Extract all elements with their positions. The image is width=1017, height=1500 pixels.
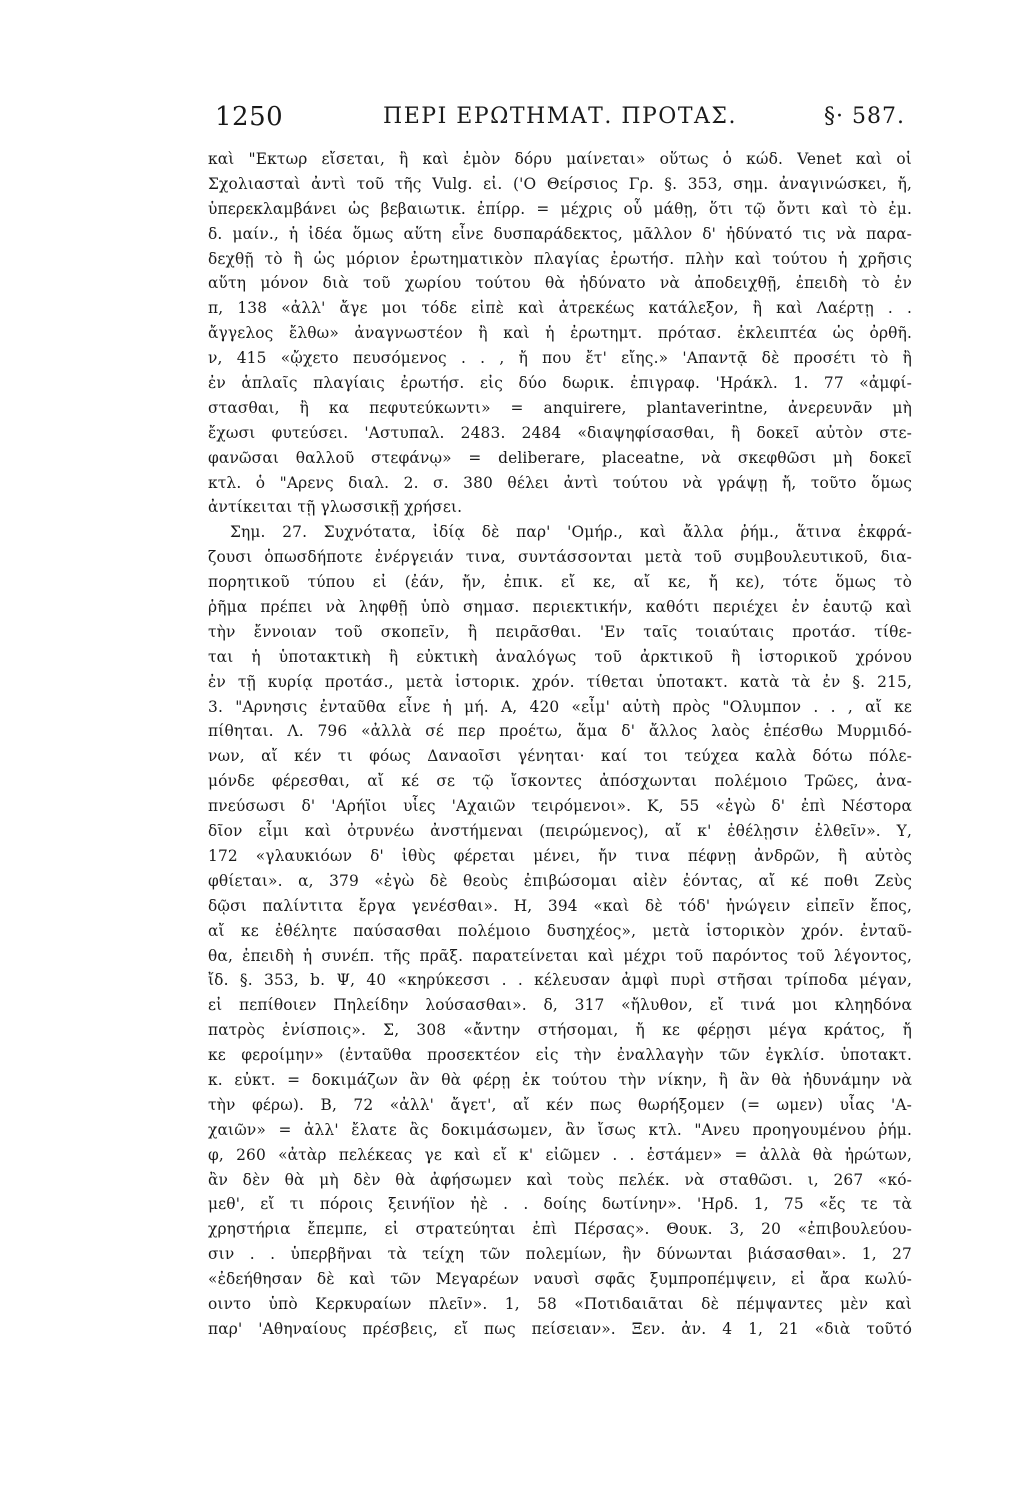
text-line: αὕτη μόνον διὰ τοῦ χωρίου τούτου θὰ ἠδύνατο νὰ ἀποδειχθῇ, ἐπειδὴ τὸ ἐν (208, 274, 912, 293)
text-line: δεχθῇ τὸ ἢ ὡς μόριον ἐρωτηματικὸν πλαγίας ἐρωτήσ. πλὴν καὶ τούτου ἡ χρῆσις (208, 249, 912, 268)
text-line: φανῶσαι θαλλοῦ στεφάνῳ» = deliberare, placeatne, νὰ σκεφθῶσι μὴ δοκεῖ (208, 448, 912, 467)
text-line: ἄγγελος ἔλθω» ἀναγνωστέον ἢ καὶ ἡ ἐρωτημτ. πρότασ. ἐκλειπτέα ὡς ὀρθῆ. (208, 324, 912, 343)
text-line: αἴ κε ἐθέλητε παύσασθαι πολέμοιο δυσηχέος», μετὰ ἱστορικὸν χρόν. ἐνταῦ- (208, 921, 912, 940)
page-header (215, 100, 905, 140)
text-line: κ. εὐκτ. = δοκιμάζων ἂν θὰ φέρῃ ἐκ τούτου τὴν νίκην, ἢ ἂν θὰ ἠδυνάμην νὰ (208, 1070, 912, 1089)
text-line: ῥῆμα πρέπει νὰ ληφθῇ ὑπὸ σημασ. περιεκτικήν, καθότι περιέχει ἐν ἑαυτῷ καὶ (208, 598, 912, 617)
text-line: σιν . . ὑπερβῆναι τὰ τείχη τῶν πολεμίων, ἢν δύνωνται βιάσασθαι». 1, 27 (208, 1245, 912, 1264)
text-line: χρηστήρια ἔπεμπε, εἰ στρατεύηται ἐπὶ Πέρσας». Θουκ. 3, 20 «ἐπιβουλεύου- (208, 1220, 912, 1239)
text-line: πνεύσωσι δ' 'Αρήϊοι υἷες 'Αχαιῶν τειρόμενοι». Κ, 55 «ἐγὼ δ' ἐπὶ Νέστορα (208, 797, 912, 816)
text-line: εἰ πεπίθοιεν Πηλείδην λούσασθαι». δ, 317 «ἤλυθον, εἴ τινά μοι κληηδόνα (208, 996, 912, 1015)
text-line: ἔχωσι φυτεύσει. 'Αστυπαλ. 2483. 2484 «διαψηφίσασθαι, ἢ δοκεῖ αὐτὸν στε- (208, 423, 912, 442)
text-line: πορητικοῦ τύπου εἰ (ἐάν, ἤν, ἐπικ. εἴ κε, αἴ κε, ἤ κε), τότε ὅμως τὸ (208, 573, 912, 592)
text-line: δῖον εἶμι καὶ ὀτρυνέω ἀνστήμεναι (πειρώμενος), αἴ κ' ἐθέλῃσιν ἐλθεῖν». Υ, (208, 822, 912, 841)
text-line: νων, αἴ κέν τι φόως Δαναοῖσι γένηται· καί τοι τεύχεα καλὰ δότω πόλε- (208, 747, 912, 766)
text-line: ἐν τῇ κυρίᾳ προτάσ., μετὰ ἱστορικ. χρόν. τίθεται ὑποτακτ. κατὰ τὰ ἐν §. 215, (208, 672, 912, 691)
running-title: ΠΕΡΙ ΕΡΩΤΗΜΑΤ. ΠΡΟΤΑΣ. (383, 104, 737, 129)
text-line: δῷσι παλίντιτα ἔργα γενέσθαι». Η, 394 «καὶ δὲ τόδ' ἠνώγειν εἰπεῖν ἔπος, (208, 896, 912, 915)
text-line: ν, 415 «ᾤχετο πευσόμενος . . , ἤ που ἔτ' εἴης.» 'Απαντᾷ δὲ προσέτι τὸ ἢ (208, 349, 912, 368)
text-line: ζουσι ὁπωσδήποτε ἐνέργειάν τινα, συντάσσονται μετὰ τοῦ συμβουλευτικοῦ, δια- (208, 548, 912, 567)
text-line: μεθ', εἴ τι πόροις ξεινήϊον ἠὲ . . δοίης δωτίνην». 'Ηρδ. 1, 75 «ἔς τε τὰ (208, 1195, 912, 1214)
text-line: φθίεται». α, 379 «ἐγὼ δὲ θεοὺς ἐπιβώσομαι αἰὲν ἐόντας, αἴ κέ ποθι Ζεὺς (208, 871, 912, 890)
text-line: ὑπερεκλαμβάνει ὡς βεβαιωτικ. ἐπίρρ. = μέχρις οὗ μάθῃ, ὅτι τῷ ὄντι καὶ τὸ ἐμ. (208, 199, 912, 218)
page-number: 1250 (215, 102, 284, 132)
text-line: πίθηται. Λ. 796 «ἀλλὰ σέ περ προέτω, ἅμα δ' ἄλλος λαὸς ἑπέσθω Μυρμιδό- (208, 722, 912, 741)
text-line: Σχολιασταὶ ἀντὶ τοῦ τῆς Vulg. εἰ. ('Ο Θείρσιος Γρ. §. 353, σημ. ἀναγινώσκει, ἤ, (208, 174, 912, 193)
text-line: μόνδε φέρεσθαι, αἴ κέ σε τῷ ἴσκοντες ἀπόσχωνται πολέμοιο Τρῶες, ἀνα- (208, 772, 912, 791)
text-line: 3. "Αρνησις ἐνταῦθα εἶνε ἡ μή. Α, 420 «εἶμ' αὐτὴ πρὸς "Ολυμπον . . , αἴ κε (208, 697, 912, 716)
text-line: ἂν δὲν θὰ μὴ δὲν θὰ ἀφήσωμεν καὶ τοὺς πελέκ. νὰ σταθῶσι. ι, 267 «κό- (208, 1170, 912, 1189)
text-line: κε φεροίμην» (ἐνταῦθα προσεκτέον εἰς τὴν ἐναλλαγὴν τῶν ἐγκλίσ. ὑποτακτ. (208, 1046, 912, 1065)
text-line: καὶ "Εκτωρ εἴσεται, ἢ καὶ ἐμὸν δόρυ μαίνεται» οὕτως ὁ κώδ. Venet καὶ οἱ (208, 150, 912, 168)
text-line: χαιῶν» = ἀλλ' ἔλατε ἂς δοκιμάσωμεν, ἂν ἴσως κτλ. "Ανευ προηγουμένου ῥήμ. (208, 1120, 912, 1139)
text-line: ἐν ἁπλαῖς πλαγίαις ἐρωτήσ. εἰς δύο δωρικ. ἐπιγραφ. 'Ηράκλ. 1. 77 «ἀμφί- (208, 374, 912, 393)
text-line: παρ' 'Αθηναίους πρέσβεις, εἴ πως πείσειαν». Ξεν. ἀν. 4 1, 21 «διὰ τοῦτό (208, 1319, 912, 1338)
text-line: κτλ. ὁ "Αρενς διαλ. 2. σ. 380 θέλει ἀντὶ τούτου νὰ γράψῃ ἤ, τοῦτο ὅμως (208, 473, 912, 492)
text-line: ται ἡ ὑποτακτικὴ ἢ εὐκτικὴ ἀναλόγως τοῦ ἀρκτικοῦ ἢ ἱστορικοῦ χρόνου (208, 647, 912, 666)
text-line: π, 138 «ἀλλ' ἄγε μοι τόδε εἰπὲ καὶ ἀτρεκέως κατάλεξον, ἢ καὶ Λαέρτῃ . . (208, 299, 912, 318)
text-line: οιντο ὑπὸ Κερκυραίων πλεῖν». 1, 58 «Ποτιδαιᾶται δὲ πέμψαντες μὲν καὶ (208, 1294, 912, 1313)
text-line: 172 «γλαυκιόων δ' ἰθὺς φέρεται μένει, ἤν τινα πέφνῃ ἀνδρῶν, ἢ αὐτὸς (208, 846, 912, 865)
text-line: τὴν φέρω). Β, 72 «ἀλλ' ἄγετ', αἴ κέν πως θωρήξομεν (= ωμεν) υἷας 'Α- (208, 1095, 912, 1114)
text-line: ἴδ. §. 353, b. Ψ, 40 «κηρύκεσσι . . κέλευσαν ἀμφὶ πυρὶ στῆσαι τρίποδα μέγαν, (208, 971, 912, 990)
text-line: δ. μαίν., ἡ ἰδέα ὅμως αὕτη εἶνε δυσπαράδεκτος, μᾶλλον δ' ἠδύνατό τις νὰ παρα- (208, 224, 912, 243)
text-body (208, 147, 912, 1342)
text-line: πατρὸς ἐνίσποις». Σ, 308 «ἄντην στήσομαι, ἤ κε φέρῃσι μέγα κράτος, ἤ (208, 1021, 912, 1040)
text-line: τὴν ἔννοιαν τοῦ σκοπεῖν, ἢ πειρᾶσθαι. 'Εν ταῖς τοιαύταις προτάσ. τίθε- (208, 622, 912, 641)
text-line: ἀντίκειται τῇ γλωσσικῇ χρήσει. (208, 498, 463, 517)
text-line: θα, ἐπειδὴ ἡ συνέπ. τῆς πρᾶξ. παρατείνεται καὶ μέχρι τοῦ παρόντος τοῦ λέγοντος, (208, 946, 912, 965)
text-line: στασθαι, ἢ κα πεφυτεύκωντι» = anquirere, plantaverintne, ἀνερευνᾶν μὴ (208, 398, 912, 417)
text-line: φ, 260 «ἀτὰρ πελέκεας γε καὶ εἴ κ' εἰῶμεν . . ἑστάμεν» = ἀλλὰ θὰ ἠρώτων, (208, 1145, 912, 1164)
text-line: «ἐδεήθησαν δὲ καὶ τῶν Μεγαρέων ναυσὶ σφᾶς ξυμπροπέμψειν, εἰ ἄρα κωλύ- (208, 1270, 912, 1289)
section-number: §· 587. (824, 104, 905, 129)
text-line: Σημ. 27. Συχνότατα, ἰδίᾳ δὲ παρ' 'Ομήρ., καὶ ἄλλα ῥήμ., ἅτινα ἐκφρά- (230, 523, 912, 542)
